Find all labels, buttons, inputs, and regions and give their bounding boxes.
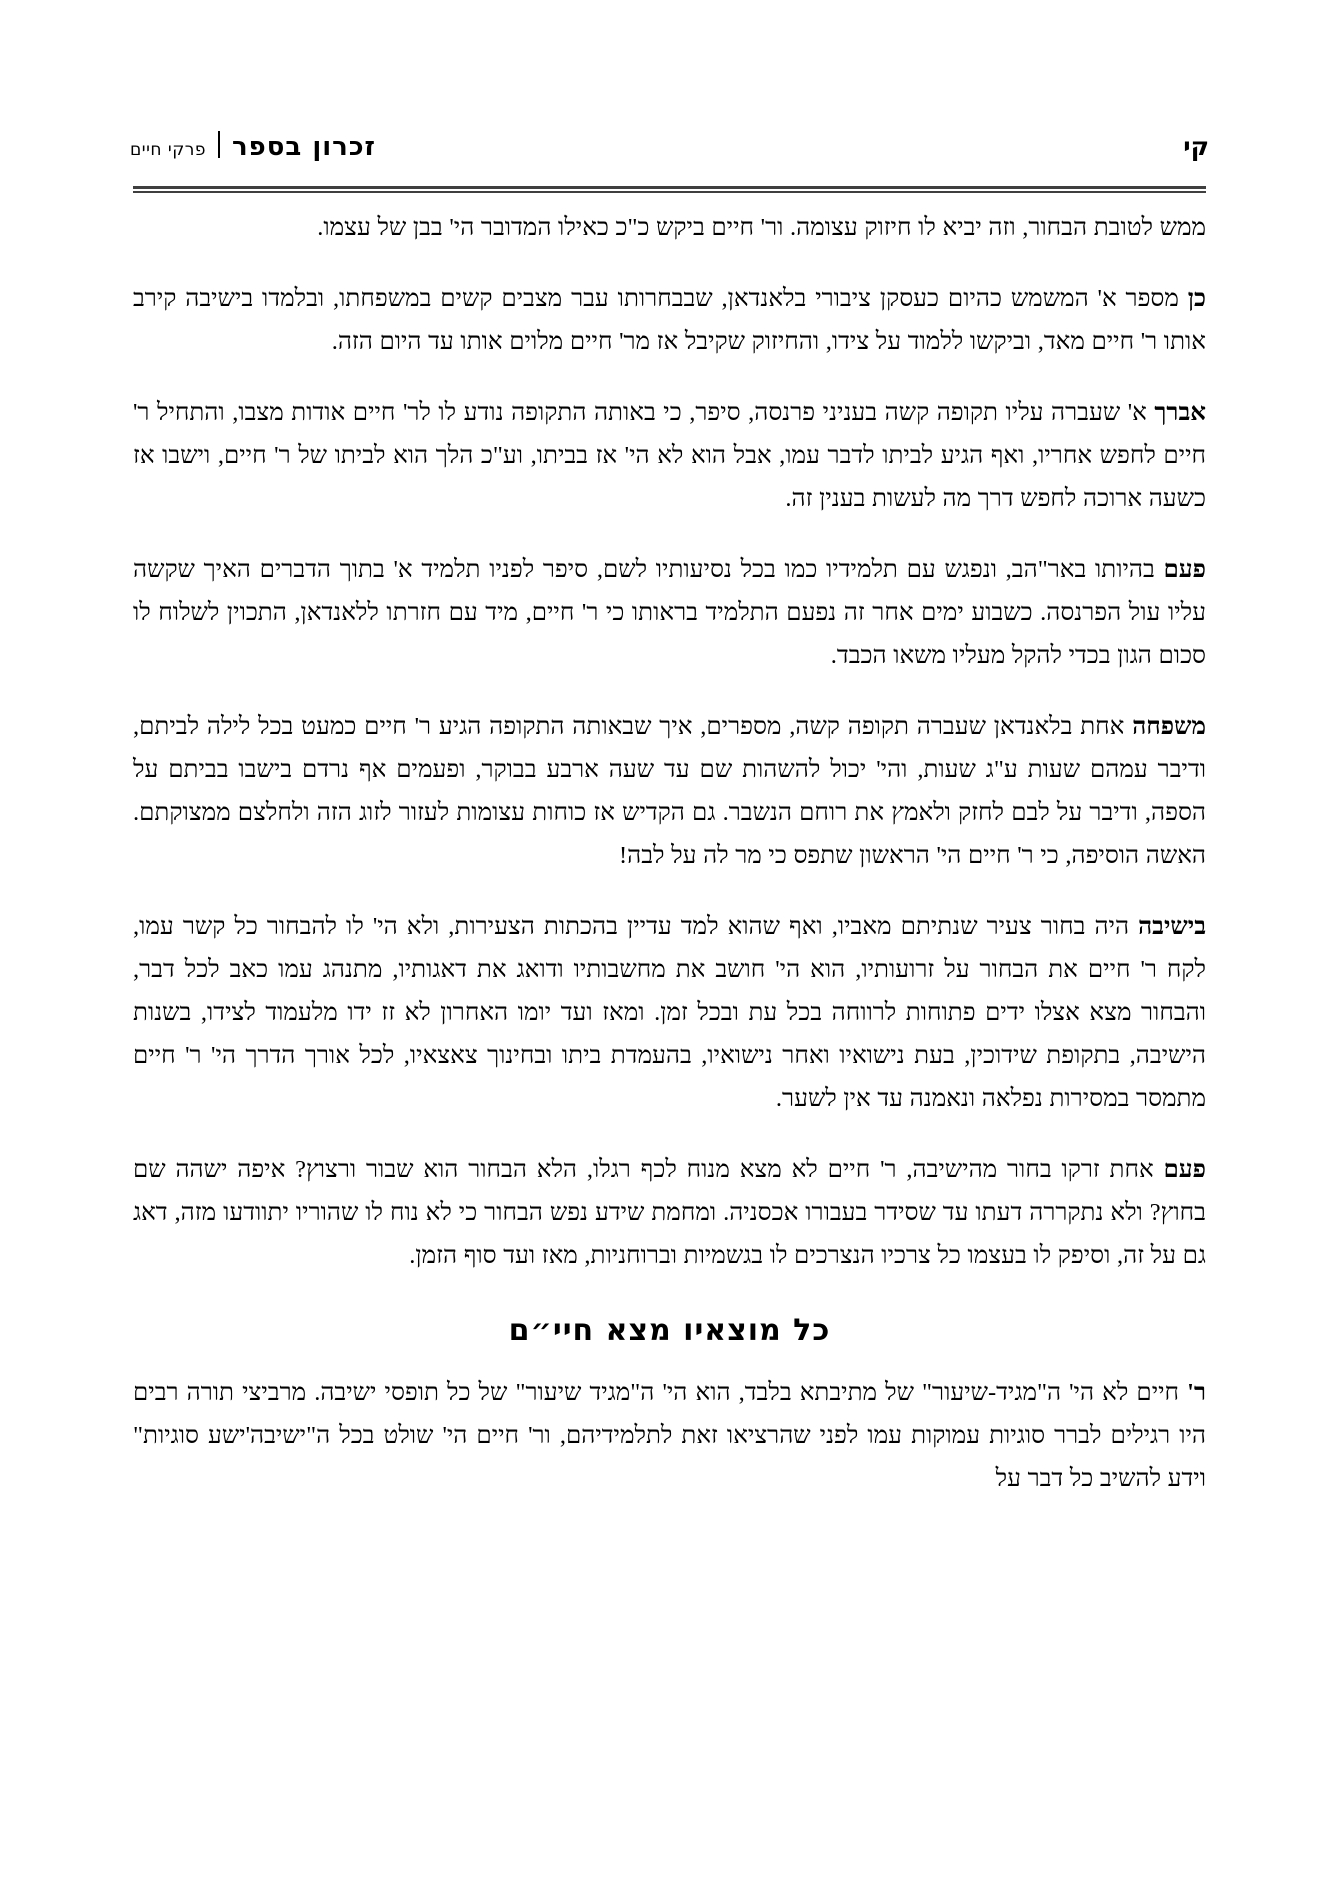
- paragraph-text: ממש לטובת הבחור, וזה יביא לו חיזוק עצומה. ור' חיים ביקש כ"כ כאילו המדובר הי' בבן של עצמו.: [317, 214, 1206, 241]
- paragraph-lead-word: ר': [1187, 1379, 1206, 1406]
- paragraph-paam-2: [133, 1148, 1206, 1277]
- paragraph-bayeshiva: [133, 905, 1206, 1120]
- paragraph-lead-word: פעם: [1163, 1156, 1206, 1183]
- paragraph-text: מספר א' המשמש כהיום כעסקן ציבורי בלאנדאן, שבבחרותו עבר מצבים קשים במשפחתו, ובלמדו בישיבה קירב אותו ר' חיים מאד, וביקשו ללמוד על צידו, והחיזוק שקיבל אז מר' חיים מלוים אותו עד היום הזה.: [133, 285, 1206, 355]
- paragraph-text: היה בחור צעיר שנתיתם מאביו, ואף שהוא למד עדיין בהכתות הצעירות, ולא הי' לו להבחור כל קשר עמו, לקח ר' חיים את הבחור על זרועותיו, הוא הי' חושב את מחשבותיו ודואג את דאגותיו, מתנהג עמו כאב לכל דבר, והבחור מצא אצלו ידים פתוחות לרווחה בכל עת ובכל זמן. ומאז ועד יומו האחרון לא זז ידו מלעמוד לצידו, בשנות הישיבה, בתקופת שידוכין, בעת נישואיו ואחר נישואיו, בהעמדת ביתו ובחינוך צאצאיו, לכל אורך הדרך הי' ר' חיים מתמסר במסירות נפלאה ונאמנה עד אין לשער.: [133, 913, 1206, 1112]
- paragraph-text: אחת בלאנדאן שעברה תקופה קשה, מספרים, איך שבאותה התקופה הגיע ר' חיים כמעט בכל לילה לביתם, ודיבר עמהם שעות ע"ג שעות, והי' יכול להשהות שם עד שעה ארבע בבוקר, ופעמים אף נרדם בישבו בביתם על הספה, ודיבר על לבם לחזק ולאמץ את רוחם הנשבר. גם הקדיש אז כוחות עצומות לעזור לזוג הזה ולחלצם ממצוקתם. האשה הוסיפה, כי ר' חיים הי' הראשון שתפס כי מר לה על לבה!: [133, 713, 1206, 869]
- divider-line-thick: [133, 186, 1206, 189]
- paragraph-closing: [133, 1371, 1206, 1500]
- running-head-title-group: [130, 128, 376, 162]
- paragraph-lead-word: פעם: [1163, 556, 1206, 583]
- paragraph-text: א' שעברה עליו תקופה קשה בעניני פרנסה, סיפר, כי באותה התקופה נודע לו לר' חיים אודות מצבו, והתחיל ר' חיים לחפש אחריו, ואף הגיע לביתו לדבר עמו, אבל הוא לא הי' אז בביתו, וע"כ הלך הוא לביתו של ר' חיים, וישבו אז כשעה ארוכה לחפש דרך מה לעשות בענין זה.: [133, 399, 1206, 512]
- section-title: פרקי חיים: [130, 140, 206, 160]
- running-head: [130, 128, 1209, 174]
- paragraph-lead-word: בישיבה: [1138, 913, 1206, 940]
- page-folio-number: קי: [1183, 132, 1209, 161]
- paragraph-lead-word: משפחה: [1132, 713, 1206, 740]
- section-heading: כל מוצאיו מצא חיי״ם: [508, 1313, 831, 1348]
- paragraph-ken: [133, 277, 1206, 363]
- paragraph-mishpacha: [133, 705, 1206, 877]
- paragraph-text: אחת זרקו בחור מהישיבה, ר' חיים לא מצא מנוח לכף רגלו, הלא הבחור הוא שבור ורצוץ? איפה ישהה שם בחוץ? ולא נתקררה דעתו עד שסידר בעבורו אכסניה. ומחמת שידע נפש הבחור כי לא נוח לו שהוריו יתוודעו מזה, דאג גם על זה, וסיפק לו בעצמו כל צרכיו הנצרכים לו בגשמיות וברוחניות, מאז ועד סוף הזמן.: [133, 1156, 1206, 1269]
- paragraph-continuation: [133, 206, 1206, 249]
- book-title: זכרון בספר: [231, 132, 376, 162]
- paragraph-paam-1: [133, 548, 1206, 677]
- header-divider-rule: [133, 186, 1206, 193]
- paragraph-avrech: [133, 391, 1206, 520]
- body-text-column: [133, 206, 1206, 1528]
- paragraph-text: בהיותו באר"הב, ונפגש עם תלמידיו כמו בכל נסיעותיו לשם, סיפר לפניו תלמיד א' בתוך הדברים האיך שקשה עליו עול הפרנסה. כשבוע ימים אחר זה נפעם התלמיד בראותו כי ר' חיים, מיד עם חזרתו ללאנדאן, התכוין לשלוח לו סכום הגון בכדי להקל מעליו משאו הכבד.: [133, 556, 1206, 669]
- divider-line-thin: [133, 191, 1206, 193]
- paragraph-text: חיים לא הי' ה"מגיד-שיעור" של מתיבתא בלבד, הוא הי' ה"מגיד שיעור" של כל תופסי ישיבה. מרביצי תורה רבים היו רגילים לברר סוגיות עמוקות עמו לפני שהרציאו זאת לתלמידיהם, ור' חיים הי' שולט בכל ה"ישיבה'ישע סוגיות" וידע להשיב כל דבר על: [133, 1379, 1206, 1492]
- running-head-separator: [218, 131, 220, 158]
- paragraph-lead-word: אברך: [1154, 399, 1206, 426]
- paragraph-lead-word: כן: [1187, 285, 1206, 312]
